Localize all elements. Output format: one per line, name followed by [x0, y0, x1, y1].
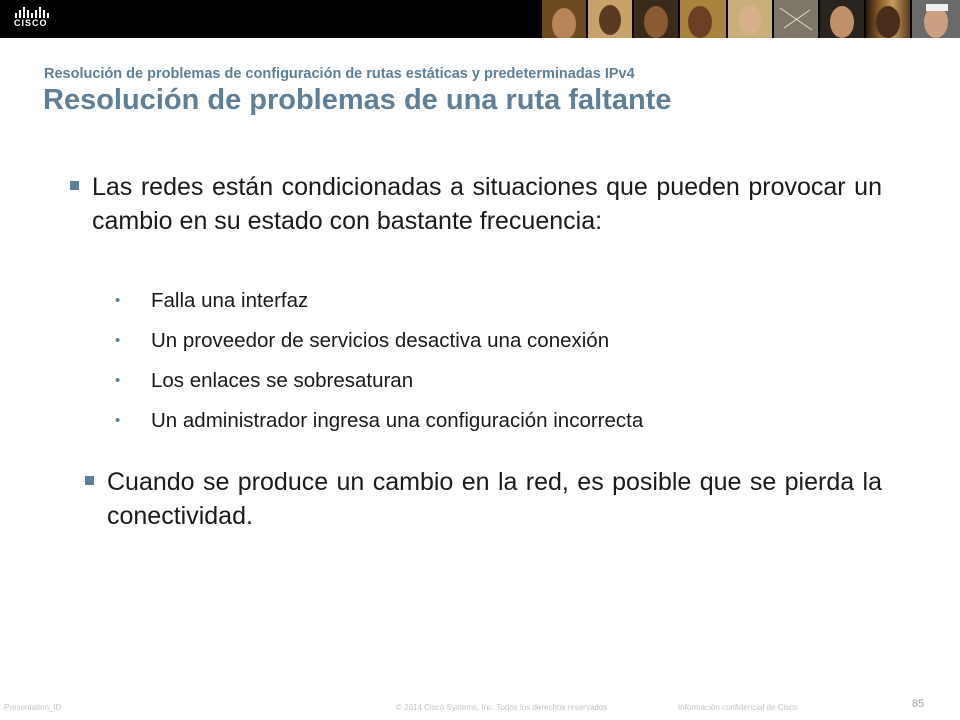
slide-title: Resolución de problemas de una ruta faltante: [43, 84, 672, 116]
sub-bullet-text: Falla una interfaz: [151, 289, 309, 312]
square-bullet-icon: [85, 476, 94, 485]
page-number: 85: [912, 698, 925, 710]
footer-confidential: Información confidencial de Cisco: [678, 703, 798, 712]
sub-bullet-item: [115, 369, 895, 409]
sub-bullet-text: Los enlaces se sobresaturan: [151, 369, 414, 392]
people-photo-strip: [540, 0, 960, 38]
footer-presentation-id: Presentation_ID: [4, 703, 62, 712]
round-bullet-icon: •: [115, 412, 121, 429]
sub-bullet-item: [115, 329, 895, 369]
bullet-item: [85, 465, 882, 533]
round-bullet-icon: •: [115, 332, 121, 349]
bullet-item: [70, 170, 882, 238]
slide-supertitle: Resolución de problemas de configuración de rutas estáticas y predeterminadas IPv4: [44, 66, 635, 82]
sub-bullet-list: [115, 289, 895, 449]
bullet-text: Cuando se produce un cambio en la red, es posible que se pierda la conectividad.: [107, 468, 882, 530]
footer-copyright: © 2014 Cisco Systems, Inc. Todos los derechos reservados.: [396, 703, 610, 712]
round-bullet-icon: •: [115, 372, 121, 389]
header-bar: [0, 0, 960, 38]
logo-text: CISCO: [14, 18, 48, 28]
square-bullet-icon: [70, 181, 79, 190]
sub-bullet-item: [115, 289, 895, 329]
round-bullet-icon: •: [115, 292, 121, 309]
sub-bullet-text: Un administrador ingresa una configuración incorrecta: [151, 409, 644, 432]
bullet-text: Las redes están condicionadas a situaciones que pueden provocar un cambio en su estado con bastante frecuencia:: [92, 173, 882, 235]
sub-bullet-item: [115, 409, 895, 449]
sub-bullet-text: Un proveedor de servicios desactiva una conexión: [151, 329, 610, 352]
